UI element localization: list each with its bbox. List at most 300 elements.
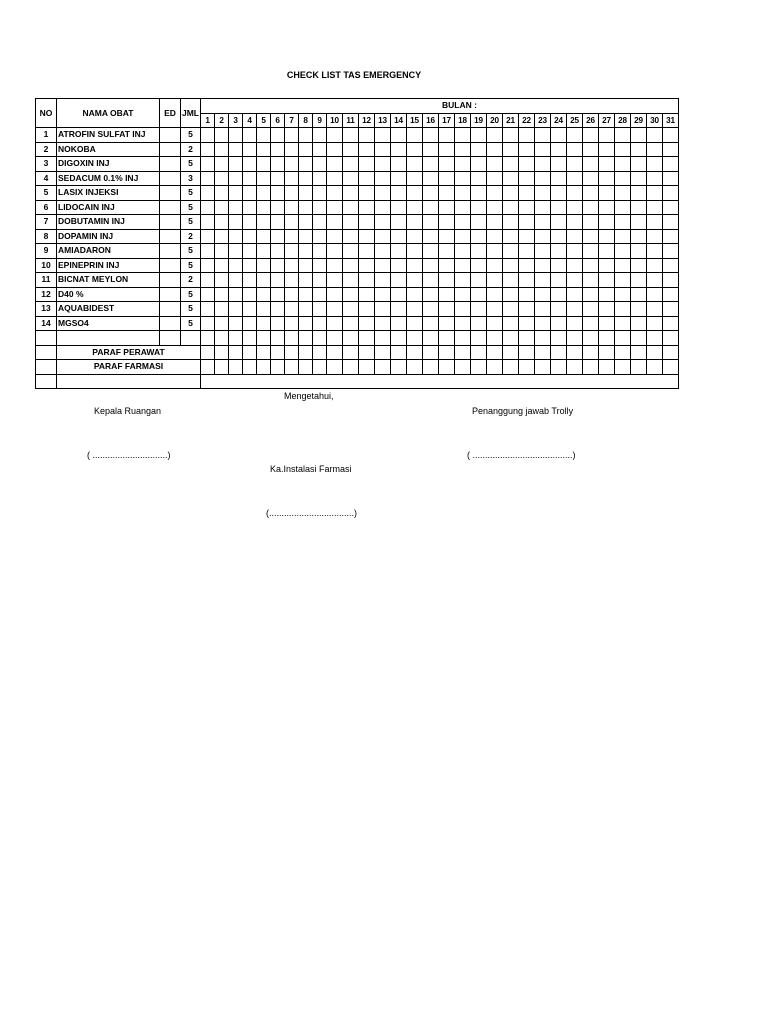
row-no: 12	[36, 287, 57, 302]
check-cell	[229, 287, 243, 302]
check-cell	[439, 128, 455, 143]
check-cell	[299, 200, 313, 215]
check-cell	[503, 244, 519, 259]
check-cell	[229, 229, 243, 244]
check-cell	[647, 215, 663, 230]
row-no: 13	[36, 302, 57, 317]
check-cell	[615, 200, 631, 215]
check-cell	[215, 287, 229, 302]
check-cell	[343, 273, 359, 288]
check-cell	[631, 331, 647, 346]
check-cell	[201, 157, 215, 172]
check-cell	[503, 316, 519, 331]
check-cell	[599, 215, 615, 230]
table-row	[36, 287, 679, 302]
check-cell	[285, 316, 299, 331]
check-cell	[487, 128, 503, 143]
check-cell	[359, 273, 375, 288]
row-no	[36, 345, 57, 360]
table-row	[36, 171, 679, 186]
check-cell	[407, 186, 423, 201]
check-cell	[615, 215, 631, 230]
check-cell	[663, 142, 679, 157]
check-cell	[313, 345, 327, 360]
check-cell	[551, 215, 567, 230]
check-cell	[487, 244, 503, 259]
check-cell	[535, 244, 551, 259]
check-cell	[583, 142, 599, 157]
check-cell	[271, 200, 285, 215]
check-cell	[391, 200, 407, 215]
check-cell	[599, 229, 615, 244]
header-jml: JML	[181, 99, 201, 128]
check-cell	[391, 128, 407, 143]
check-cell	[229, 128, 243, 143]
day-header: 28	[615, 113, 631, 128]
check-cell	[271, 171, 285, 186]
check-cell	[631, 345, 647, 360]
check-cell	[391, 273, 407, 288]
check-cell	[663, 215, 679, 230]
check-cell	[229, 186, 243, 201]
check-cell	[615, 229, 631, 244]
day-header: 26	[583, 113, 599, 128]
check-cell	[535, 186, 551, 201]
check-cell	[359, 331, 375, 346]
check-cell	[471, 128, 487, 143]
check-cell	[631, 229, 647, 244]
check-cell	[599, 287, 615, 302]
check-cell	[583, 215, 599, 230]
check-cell	[243, 171, 257, 186]
check-cell	[271, 287, 285, 302]
day-header: 4	[243, 113, 257, 128]
check-cell	[439, 229, 455, 244]
check-cell	[503, 345, 519, 360]
check-cell	[535, 258, 551, 273]
day-header: 14	[391, 113, 407, 128]
check-cell	[285, 287, 299, 302]
table-header-row	[36, 99, 679, 114]
check-cell	[583, 331, 599, 346]
check-cell	[271, 215, 285, 230]
header-bulan: BULAN :	[201, 99, 679, 114]
check-cell	[257, 244, 271, 259]
check-cell	[599, 302, 615, 317]
row-no: 7	[36, 215, 57, 230]
check-cell	[201, 302, 215, 317]
row-ed	[160, 273, 181, 288]
check-cell	[375, 157, 391, 172]
day-header: 13	[375, 113, 391, 128]
check-cell	[327, 200, 343, 215]
check-cell	[201, 142, 215, 157]
check-cell	[599, 157, 615, 172]
penanggung-jawab-signature-blank: ( ........................................)	[467, 450, 576, 460]
table-row	[36, 186, 679, 201]
row-drug-name: SEDACUM 0.1% INJ	[57, 171, 160, 186]
check-cell	[407, 142, 423, 157]
check-cell	[407, 200, 423, 215]
check-cell	[343, 244, 359, 259]
check-cell	[487, 360, 503, 375]
check-cell	[615, 142, 631, 157]
check-cell	[423, 215, 439, 230]
check-cell	[343, 142, 359, 157]
check-cell	[599, 142, 615, 157]
check-cell	[487, 171, 503, 186]
check-cell	[215, 200, 229, 215]
check-cell	[583, 157, 599, 172]
check-cell	[299, 331, 313, 346]
check-cell	[375, 128, 391, 143]
check-cell	[631, 316, 647, 331]
check-cell	[631, 128, 647, 143]
check-cell	[471, 157, 487, 172]
check-cell	[243, 244, 257, 259]
check-cell	[647, 171, 663, 186]
day-header: 10	[327, 113, 343, 128]
check-cell	[407, 273, 423, 288]
check-cell	[375, 244, 391, 259]
check-cell	[471, 287, 487, 302]
check-cell	[647, 287, 663, 302]
check-cell	[257, 273, 271, 288]
check-cell	[647, 128, 663, 143]
check-cell	[455, 302, 471, 317]
check-cell	[243, 316, 257, 331]
row-jml: 5	[181, 128, 201, 143]
check-cell	[215, 273, 229, 288]
check-cell	[285, 186, 299, 201]
check-cell	[535, 273, 551, 288]
row-drug-name: MGSO4	[57, 316, 160, 331]
check-cell	[285, 142, 299, 157]
row-jml: 5	[181, 316, 201, 331]
check-cell	[439, 316, 455, 331]
check-cell	[243, 157, 257, 172]
check-cell	[257, 302, 271, 317]
check-cell	[567, 186, 583, 201]
row-jml: 5	[181, 157, 201, 172]
check-cell	[359, 287, 375, 302]
check-cell	[503, 128, 519, 143]
check-cell	[423, 229, 439, 244]
checklist-table	[35, 98, 679, 389]
check-cell	[343, 331, 359, 346]
row-drug-name: EPINEPRIN INJ	[57, 258, 160, 273]
row-drug-name: AQUABIDEST	[57, 302, 160, 317]
check-cell	[243, 215, 257, 230]
check-cell	[229, 244, 243, 259]
check-cell	[391, 302, 407, 317]
check-cell	[615, 287, 631, 302]
day-header: 31	[663, 113, 679, 128]
check-cell	[519, 360, 535, 375]
row-no: 11	[36, 273, 57, 288]
row-no: 14	[36, 316, 57, 331]
check-cell	[243, 186, 257, 201]
check-cell	[503, 200, 519, 215]
check-cell	[439, 331, 455, 346]
check-cell	[201, 200, 215, 215]
check-cell	[567, 316, 583, 331]
check-cell	[599, 128, 615, 143]
check-cell	[663, 171, 679, 186]
row-jml: 5	[181, 244, 201, 259]
check-cell	[327, 244, 343, 259]
check-cell	[271, 316, 285, 331]
check-cell	[359, 171, 375, 186]
row-ed	[160, 186, 181, 201]
row-jml: 5	[181, 258, 201, 273]
check-cell	[583, 244, 599, 259]
check-cell	[229, 157, 243, 172]
day-header: 2	[215, 113, 229, 128]
check-cell	[535, 215, 551, 230]
check-cell	[327, 171, 343, 186]
check-cell	[615, 171, 631, 186]
check-cell	[407, 331, 423, 346]
check-cell	[631, 186, 647, 201]
check-cell	[583, 186, 599, 201]
check-cell	[535, 142, 551, 157]
check-cell	[615, 258, 631, 273]
check-cell	[327, 215, 343, 230]
check-cell	[257, 186, 271, 201]
check-cell	[391, 229, 407, 244]
check-cell	[215, 360, 229, 375]
check-cell	[551, 157, 567, 172]
check-cell	[285, 157, 299, 172]
check-cell	[599, 200, 615, 215]
check-cell	[567, 287, 583, 302]
check-cell	[359, 157, 375, 172]
check-cell	[647, 273, 663, 288]
check-cell	[285, 200, 299, 215]
table-row	[36, 200, 679, 215]
day-header: 8	[299, 113, 313, 128]
check-cell	[257, 316, 271, 331]
check-cell	[663, 345, 679, 360]
check-cell	[455, 331, 471, 346]
check-cell	[359, 215, 375, 230]
row-drug-name: LASIX INJEKSI	[57, 186, 160, 201]
check-cell	[229, 258, 243, 273]
check-cell	[215, 171, 229, 186]
check-cell	[201, 128, 215, 143]
check-cell	[599, 316, 615, 331]
check-cell	[359, 345, 375, 360]
footer-day-area	[201, 374, 679, 389]
check-cell	[567, 229, 583, 244]
check-cell	[535, 302, 551, 317]
row-jml: 5	[181, 302, 201, 317]
check-cell	[535, 171, 551, 186]
row-jml: 5	[181, 186, 201, 201]
check-cell	[439, 287, 455, 302]
check-cell	[551, 186, 567, 201]
check-cell	[215, 345, 229, 360]
check-cell	[551, 229, 567, 244]
check-cell	[243, 273, 257, 288]
check-cell	[343, 171, 359, 186]
check-cell	[299, 273, 313, 288]
check-cell	[407, 229, 423, 244]
table-row	[36, 142, 679, 157]
check-cell	[327, 302, 343, 317]
check-cell	[519, 316, 535, 331]
check-cell	[375, 331, 391, 346]
check-cell	[327, 287, 343, 302]
row-no: 6	[36, 200, 57, 215]
check-cell	[299, 287, 313, 302]
check-cell	[299, 316, 313, 331]
check-cell	[471, 302, 487, 317]
check-cell	[647, 360, 663, 375]
row-drug-name: D40 %	[57, 287, 160, 302]
check-cell	[243, 229, 257, 244]
check-cell	[455, 215, 471, 230]
table-row	[36, 157, 679, 172]
table-row-empty	[36, 331, 679, 346]
check-cell	[407, 302, 423, 317]
check-cell	[439, 258, 455, 273]
check-cell	[343, 229, 359, 244]
check-cell	[391, 345, 407, 360]
check-cell	[471, 316, 487, 331]
row-no: 1	[36, 128, 57, 143]
check-cell	[313, 186, 327, 201]
check-cell	[503, 171, 519, 186]
table-row	[36, 215, 679, 230]
check-cell	[257, 157, 271, 172]
check-cell	[407, 316, 423, 331]
check-cell	[535, 287, 551, 302]
row-ed	[160, 128, 181, 143]
row-drug-name	[57, 331, 160, 346]
row-jml	[181, 331, 201, 346]
check-cell	[313, 157, 327, 172]
check-cell	[243, 258, 257, 273]
check-cell	[631, 244, 647, 259]
check-cell	[503, 273, 519, 288]
check-cell	[439, 186, 455, 201]
check-cell	[663, 157, 679, 172]
check-cell	[201, 273, 215, 288]
check-cell	[567, 200, 583, 215]
check-cell	[229, 142, 243, 157]
check-cell	[299, 215, 313, 230]
check-cell	[359, 244, 375, 259]
check-cell	[551, 128, 567, 143]
check-cell	[271, 258, 285, 273]
check-cell	[583, 302, 599, 317]
day-header: 11	[343, 113, 359, 128]
check-cell	[567, 331, 583, 346]
check-cell	[519, 244, 535, 259]
check-cell	[583, 345, 599, 360]
paraf-farmasi-label: PARAF FARMASI	[57, 360, 201, 375]
check-cell	[229, 360, 243, 375]
check-cell	[615, 273, 631, 288]
check-cell	[201, 171, 215, 186]
check-cell	[551, 258, 567, 273]
check-cell	[257, 331, 271, 346]
check-cell	[455, 142, 471, 157]
check-cell	[631, 142, 647, 157]
check-cell	[407, 171, 423, 186]
check-cell	[631, 200, 647, 215]
check-cell	[471, 331, 487, 346]
row-drug-name: LIDOCAIN INJ	[57, 200, 160, 215]
check-cell	[375, 302, 391, 317]
row-no: 3	[36, 157, 57, 172]
check-cell	[271, 331, 285, 346]
check-cell	[423, 244, 439, 259]
check-cell	[313, 244, 327, 259]
check-cell	[257, 171, 271, 186]
check-cell	[229, 345, 243, 360]
check-cell	[359, 360, 375, 375]
check-cell	[631, 360, 647, 375]
row-drug-name: DIGOXIN INJ	[57, 157, 160, 172]
check-cell	[201, 258, 215, 273]
paraf-farmasi-row	[36, 360, 679, 375]
check-cell	[663, 287, 679, 302]
check-cell	[423, 186, 439, 201]
check-cell	[471, 200, 487, 215]
check-cell	[423, 258, 439, 273]
row-ed	[160, 229, 181, 244]
check-cell	[567, 244, 583, 259]
check-cell	[215, 186, 229, 201]
day-header: 18	[455, 113, 471, 128]
table-row	[36, 258, 679, 273]
check-cell	[567, 142, 583, 157]
row-ed	[160, 215, 181, 230]
check-cell	[439, 345, 455, 360]
check-cell	[503, 215, 519, 230]
check-cell	[487, 186, 503, 201]
check-cell	[423, 128, 439, 143]
check-cell	[535, 157, 551, 172]
check-cell	[455, 360, 471, 375]
day-header: 19	[471, 113, 487, 128]
check-cell	[375, 171, 391, 186]
check-cell	[471, 258, 487, 273]
check-cell	[519, 302, 535, 317]
check-cell	[229, 273, 243, 288]
day-header: 30	[647, 113, 663, 128]
check-cell	[567, 171, 583, 186]
check-cell	[599, 244, 615, 259]
check-cell	[243, 287, 257, 302]
check-cell	[407, 157, 423, 172]
check-cell	[615, 157, 631, 172]
check-cell	[215, 316, 229, 331]
check-cell	[257, 229, 271, 244]
check-cell	[391, 331, 407, 346]
day-header: 27	[599, 113, 615, 128]
row-ed	[160, 316, 181, 331]
check-cell	[615, 316, 631, 331]
kepala-ruangan-signature-blank: ( ..............................)	[87, 450, 171, 460]
check-cell	[423, 273, 439, 288]
check-cell	[519, 200, 535, 215]
penanggung-jawab-label: Penanggung jawab Trolly	[472, 406, 574, 416]
check-cell	[583, 316, 599, 331]
